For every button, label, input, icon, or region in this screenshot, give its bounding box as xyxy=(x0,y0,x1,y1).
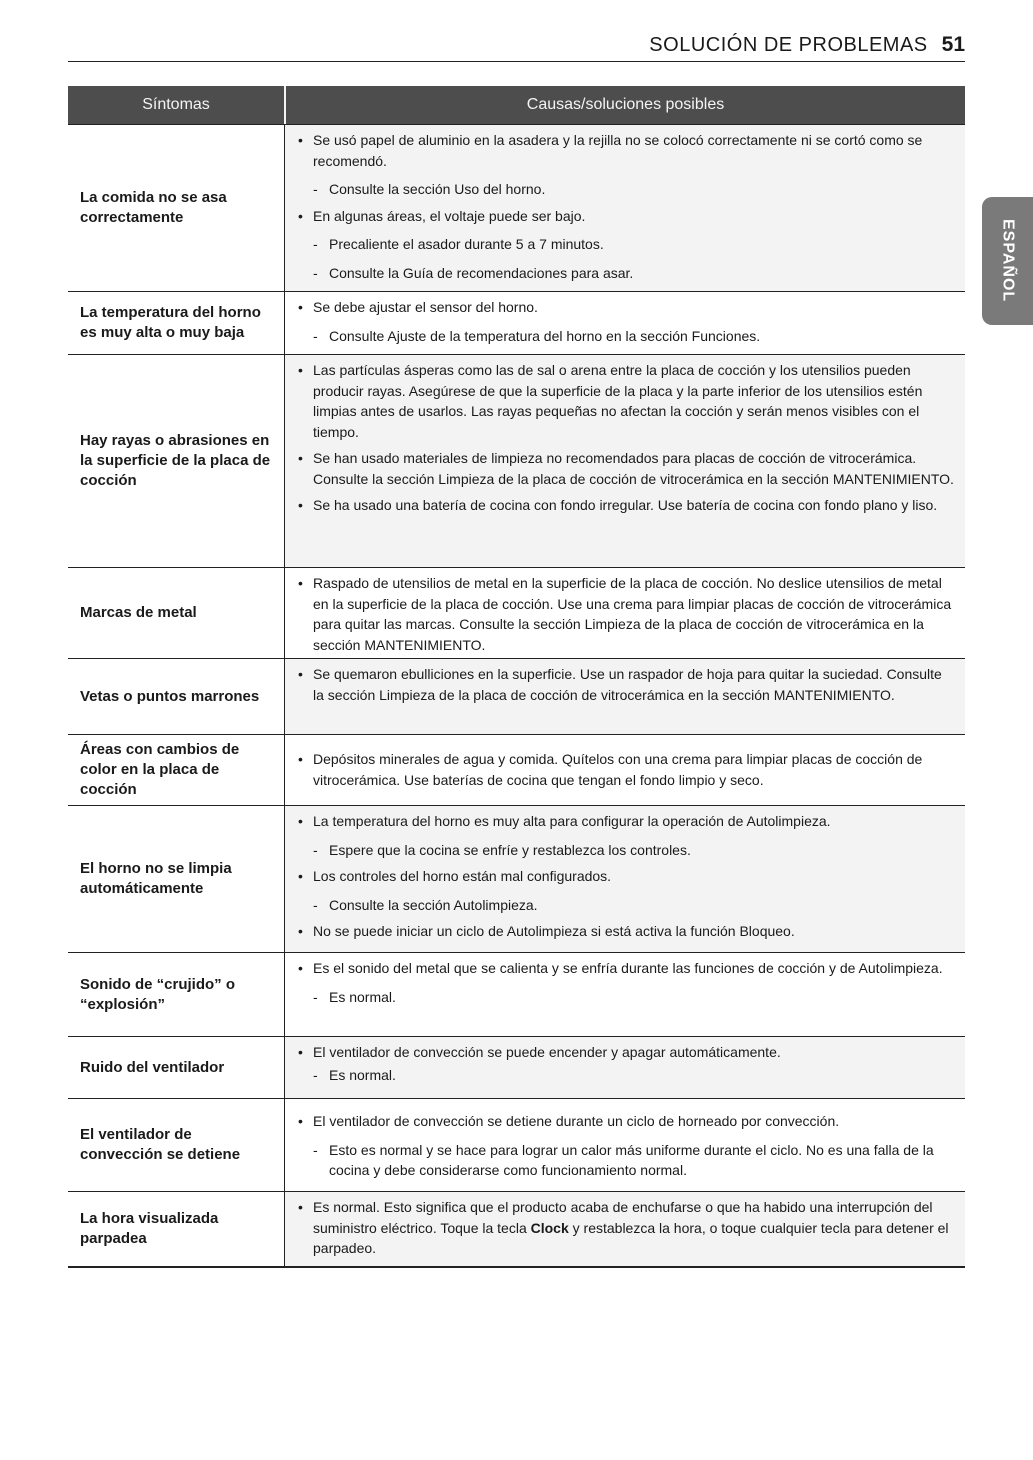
table-row xyxy=(68,124,965,291)
cause-item xyxy=(295,1197,955,1259)
symptom-cell: La hora visualizada parpadea xyxy=(80,1210,219,1247)
solution-subitem: - Consulte la sección Autolimpieza. xyxy=(295,895,955,916)
cause-item: • El ventilador de convección se detiene durante un ciclo de horneado por convección. xyxy=(295,1111,955,1132)
solution-subitem: - Consulte Ajuste de la temperatura del horno en la sección Funciones. xyxy=(295,326,955,347)
solution-cell xyxy=(284,1099,965,1191)
symptom-cell: Marcas de metal xyxy=(80,604,197,621)
language-tab xyxy=(982,197,1033,325)
table-row xyxy=(68,658,965,734)
header-causes: Causas/soluciones posibles xyxy=(284,86,965,124)
table-row xyxy=(68,1036,965,1098)
solution-cell xyxy=(284,1192,965,1266)
cause-item: • Es el sonido del metal que se calienta y se enfría durante las funciones de cocción y de Autolimpieza. xyxy=(295,958,955,979)
solution-subitem: - Es normal. xyxy=(295,1065,955,1086)
clock-key-label: Clock xyxy=(530,1219,569,1236)
solution-subitem: - Espere que la cocina se enfríe y restablezca los controles. xyxy=(295,840,955,861)
cause-item: • La temperatura del horno es muy alta para configurar la operación de Autolimpieza. xyxy=(295,811,955,832)
table-row xyxy=(68,1098,965,1191)
cause-item: • Se han usado materiales de limpieza no recomendados para placas de cocción de vitrocerámica. Consulte la sección Limpieza de la placa de cocción de vitrocerámica en la sección MANTENIMIENTO. xyxy=(295,448,955,489)
solution-subitem: - Esto es normal y se hace para lograr un calor más uniforme durante el ciclo. No es una falla de la cocina y debe considerarse como funcionamiento normal. xyxy=(295,1140,955,1181)
symptom-cell: La comida no se asa correctamente xyxy=(80,189,227,226)
symptom-cell: La temperatura del horno es muy alta o muy baja xyxy=(80,304,261,341)
cause-item: • Los controles del horno están mal configurados. xyxy=(295,866,955,887)
symptom-cell: Hay rayas o abrasiones en la superficie de la placa de cocción xyxy=(80,432,271,489)
table-row xyxy=(68,805,965,952)
solution-subitem: - Consulte la Guía de recomendaciones para asar. xyxy=(295,263,955,284)
symptom-cell: Áreas con cambios de color en la placa de cocción xyxy=(80,741,240,798)
solution-subitem: - Precaliente el asador durante 5 a 7 minutos. xyxy=(295,234,955,255)
table-row xyxy=(68,567,965,658)
solution-cell xyxy=(284,735,965,805)
cause-item: • No se puede iniciar un ciclo de Autolimpieza si está activa la función Bloqueo. xyxy=(295,921,955,942)
cause-item: • Se quemaron ebulliciones en la superficie. Use un raspador de hoja para quitar la suciedad. Consulte la sección Limpieza de la placa de cocción de vitrocerámica en la sección MANTENIMIENTO. xyxy=(295,664,955,705)
solution-cell xyxy=(284,292,965,354)
table-row xyxy=(68,291,965,354)
language-tab-label: ESPAÑOL xyxy=(999,219,1017,303)
cause-item: • Se debe ajustar el sensor del horno. xyxy=(295,297,955,318)
cause-item: • Las partículas ásperas como las de sal o arena entre la placa de cocción y los utensilios pueden producir rayas. Asegúrese de que la superficie de la placa y la parte inferior de los utensilios estén limpias antes de usarlos. Las rayas pequeñas no afectan la cocción y serán menos visibles con el tiempo. xyxy=(295,360,955,442)
solution-cell xyxy=(284,125,965,291)
table-row xyxy=(68,1191,965,1266)
table-row xyxy=(68,734,965,805)
symptom-cell: Ruido del ventilador xyxy=(80,1058,225,1076)
cause-item: • Depósitos minerales de agua y comida. Quítelos con una crema para limpiar placas de cocción de vitrocerámica. Use baterías de cocina que tengan el fondo limpio y seco. xyxy=(295,749,955,790)
solution-cell xyxy=(284,659,965,734)
troubleshooting-table xyxy=(68,86,965,1268)
symptom-cell: Vetas o puntos marrones xyxy=(80,687,260,705)
solution-cell xyxy=(284,568,965,658)
section-title: SOLUCIÓN DE PROBLEMAS xyxy=(649,34,928,56)
cause-item: • En algunas áreas, el voltaje puede ser bajo. xyxy=(295,206,955,227)
table-row xyxy=(68,354,965,567)
page-header xyxy=(68,30,965,62)
solution-cell xyxy=(284,806,965,952)
symptom-cell: El horno no se limpia automáticamente xyxy=(80,860,232,897)
solution-cell xyxy=(284,953,965,1036)
solution-subitem: - Es normal. xyxy=(295,987,955,1008)
header-symptoms: Síntomas xyxy=(142,96,210,113)
solution-cell xyxy=(284,1037,965,1098)
cause-item: • Se ha usado una batería de cocina con fondo irregular. Use batería de cocina con fondo plano y liso. xyxy=(295,495,955,516)
symptom-cell: Sonido de “crujido” o “explosión” xyxy=(80,975,235,1013)
cause-item: • Se usó papel de aluminio en la asadera y la rejilla no se colocó correctamente ni se cortó como se recomendó. xyxy=(295,130,955,171)
table-row xyxy=(68,952,965,1036)
cause-item: • El ventilador de convección se puede encender y apagar automáticamente. xyxy=(295,1042,955,1063)
page-number: 51 xyxy=(941,33,965,56)
solution-cell xyxy=(284,355,965,567)
symptom-cell: El ventilador de convección se detiene xyxy=(80,1126,241,1163)
cause-item: • Raspado de utensilios de metal en la superficie de la placa de cocción. No deslice utensilios de metal en la superficie de la placa de cocción. Use una crema para limpiar placas de cocción de vitrocerámica para quitar las marcas. Consulte la sección Limpieza de la placa de cocción de vitrocerámica en la sección MANTENIMIENTO. xyxy=(295,573,955,655)
cause-text: y restablezca la hora, o toque cualquier tecla para detener el parpadeo. xyxy=(313,1219,949,1256)
solution-subitem: - Consulte la sección Uso del horno. xyxy=(295,179,955,200)
cause-text: Es normal. Esto significa que el producto acaba de enchufarse o que ha habido una interrupción del suministro eléctrico. Toque la tecla xyxy=(313,1199,933,1236)
table-header xyxy=(68,86,965,124)
